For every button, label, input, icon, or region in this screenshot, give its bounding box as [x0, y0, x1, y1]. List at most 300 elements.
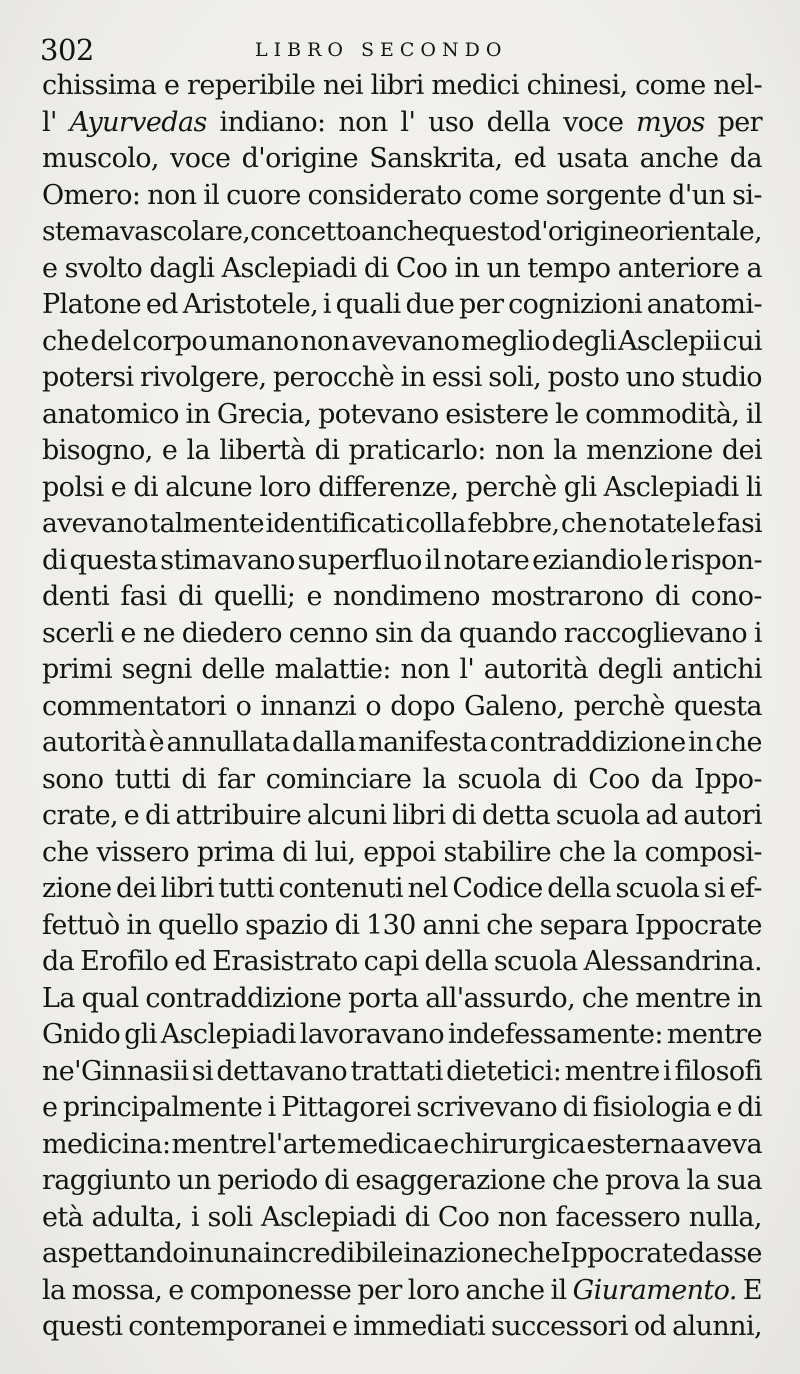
word: che: [513, 1238, 561, 1269]
word: medici: [431, 70, 520, 101]
word: una: [213, 1238, 263, 1269]
word: i: [753, 617, 762, 649]
word: dagli: [149, 252, 215, 284]
italic-word: myos: [636, 106, 705, 138]
word: dalla: [292, 727, 356, 758]
word: che: [42, 325, 89, 357]
word: detta: [481, 800, 550, 831]
word: trattati: [350, 1055, 443, 1087]
word: libri: [160, 873, 214, 904]
word: della: [547, 873, 611, 904]
word: sua: [716, 1165, 762, 1196]
word: anatomico: [42, 398, 179, 430]
word: contemporanei: [128, 1311, 327, 1342]
word: che: [486, 909, 533, 941]
word: che: [558, 836, 606, 868]
word: in: [454, 252, 480, 284]
word: e: [433, 1128, 449, 1160]
word: Coo: [588, 763, 640, 795]
word: rivolgere,: [140, 362, 267, 393]
word: e: [123, 800, 140, 831]
word: Grecia,: [216, 398, 312, 430]
word: scuola: [493, 946, 578, 977]
text-line: [42, 105, 762, 142]
word: 130: [365, 909, 416, 941]
text-line: [42, 908, 762, 945]
word: nei: [322, 70, 364, 101]
word: superfluo: [297, 544, 422, 576]
word: anni: [422, 909, 480, 941]
word: avevano: [42, 508, 149, 539]
word: nondimeno: [333, 581, 480, 612]
word: loro: [259, 471, 311, 503]
word: aveva: [686, 1128, 762, 1160]
word: di: [737, 1092, 762, 1123]
word: cui: [722, 325, 762, 357]
text-line: [42, 1200, 762, 1237]
text-line: [42, 141, 762, 178]
word: in: [687, 727, 713, 758]
word: mossa,: [71, 1274, 163, 1306]
word: si: [703, 873, 726, 904]
word: che: [561, 508, 607, 539]
word: in: [185, 398, 211, 430]
word: o: [235, 690, 252, 722]
word: potersi: [42, 362, 134, 393]
word: di: [654, 581, 680, 612]
word: l': [459, 654, 475, 685]
word: posto: [547, 362, 620, 393]
word: bisogno,: [42, 435, 153, 466]
word: non: [494, 435, 545, 466]
word: la: [553, 435, 577, 466]
word: adulta,: [91, 1201, 183, 1233]
word: polsi: [42, 471, 104, 503]
word: di: [314, 435, 340, 466]
word: Erasistrato: [212, 946, 358, 977]
word: per: [717, 106, 762, 138]
text-line: [42, 397, 762, 434]
word: di: [363, 252, 389, 284]
word: l': [42, 106, 57, 138]
word: quello: [157, 909, 239, 941]
word: soli,: [488, 362, 542, 393]
word: anche: [465, 1274, 545, 1306]
word: e: [42, 252, 58, 284]
word: incredibile: [262, 1238, 403, 1269]
word: è: [148, 727, 165, 758]
word: differenze,: [318, 471, 459, 503]
word: il: [550, 1274, 567, 1306]
word: Ippo-: [694, 763, 762, 795]
word: eziandio: [532, 544, 642, 576]
text-line: [42, 470, 762, 507]
word: le: [692, 508, 716, 539]
word: reperibile: [187, 70, 316, 101]
word: crate,: [42, 800, 118, 831]
word: e: [332, 1311, 348, 1342]
word: libri: [392, 800, 446, 831]
word: scuola: [457, 763, 542, 795]
word: da: [650, 763, 684, 795]
text-line: [42, 1273, 762, 1310]
word: eppoi: [363, 836, 436, 868]
word: uso: [428, 106, 474, 138]
page-number: 302: [40, 33, 94, 67]
word: in: [400, 362, 426, 393]
word: a: [746, 252, 762, 284]
word: non: [300, 325, 350, 357]
word: libri: [370, 70, 424, 101]
word: che: [551, 1165, 599, 1196]
word: Coo: [395, 252, 448, 284]
word: uno: [625, 362, 675, 393]
word: Aristotele,: [182, 289, 319, 320]
word: manifesta: [358, 727, 488, 758]
text-line: [42, 1017, 762, 1054]
word: primi: [42, 654, 113, 685]
text-line: [42, 579, 762, 616]
word: Platone: [42, 289, 142, 320]
word: d'origine: [524, 216, 640, 247]
word: cominciare: [265, 763, 412, 795]
word: Pittagorei: [281, 1092, 411, 1123]
word: aspettando: [42, 1238, 188, 1269]
word: chirurgica: [449, 1128, 586, 1160]
word: la: [422, 763, 447, 795]
word: da: [419, 617, 452, 649]
word: fasi: [716, 508, 762, 539]
word: immediati: [353, 1311, 486, 1342]
word: loro: [407, 1274, 460, 1306]
word: la: [686, 1165, 710, 1196]
word: tempo: [527, 252, 611, 284]
word: voce: [170, 143, 231, 174]
word: colla: [405, 508, 466, 539]
word: non: [400, 654, 450, 685]
text-line: [42, 798, 762, 835]
word: mostrarono: [491, 581, 644, 612]
word: diedero: [181, 617, 282, 649]
word: lui,: [314, 836, 356, 868]
word: esterna: [586, 1128, 686, 1160]
word: il: [424, 544, 441, 576]
word: come: [635, 70, 706, 101]
word: Asclepiadi: [603, 471, 739, 503]
word: si: [191, 1055, 214, 1087]
word: scuola: [555, 800, 640, 831]
word: di: [282, 836, 307, 868]
word: e: [110, 471, 127, 503]
word: cognizioni: [508, 289, 642, 320]
word: meglio: [460, 325, 550, 357]
text-line: [42, 944, 762, 981]
word: autori: [683, 800, 762, 831]
text-line: [42, 214, 762, 251]
word: mentre: [564, 1055, 660, 1087]
word: libertà: [219, 435, 306, 466]
word: soli: [207, 1201, 253, 1233]
word: prova: [605, 1165, 680, 1196]
word: nel: [407, 873, 448, 904]
word: Asclepiadi: [261, 1201, 397, 1233]
word: alcune: [165, 471, 253, 503]
word: contraddizione: [145, 982, 342, 1014]
word: essi: [431, 362, 482, 393]
word: prima: [196, 836, 275, 868]
word: autorità: [42, 727, 147, 758]
word: menzione: [586, 435, 713, 466]
word: annullata: [166, 727, 290, 758]
word: porta: [348, 982, 419, 1014]
word: mentre: [666, 1019, 762, 1050]
word: Sanskrita,: [369, 143, 503, 174]
word: Coo: [437, 1201, 490, 1233]
word: due: [405, 289, 455, 320]
word: far: [217, 763, 255, 795]
word: all'assurdo,: [425, 982, 576, 1014]
word: filosofi: [674, 1055, 762, 1087]
word: chinesi,: [526, 70, 628, 101]
word: degli: [551, 325, 617, 357]
word: dasse: [687, 1238, 762, 1269]
word: il: [745, 398, 762, 430]
word: fisiologia: [592, 1092, 711, 1123]
word: anche: [639, 143, 719, 174]
word: di: [133, 471, 159, 503]
word: Galeno,: [464, 690, 565, 722]
word: alunni,: [672, 1311, 762, 1342]
word: attribuire: [175, 800, 302, 831]
word: segni: [121, 654, 192, 685]
word: l'arte: [267, 1128, 337, 1160]
text-line: [42, 178, 762, 215]
word: del: [90, 325, 131, 357]
word: indefessamente:: [447, 1019, 663, 1050]
word: alcuni: [306, 800, 387, 831]
word: la: [613, 836, 637, 868]
word: il: [203, 179, 220, 211]
word: in: [188, 1238, 214, 1269]
word: indiano:: [219, 106, 326, 138]
word: raccoglievano: [563, 617, 747, 649]
word: e: [716, 1092, 732, 1123]
word: spazio: [245, 909, 328, 941]
word: umano: [208, 325, 299, 357]
word: o: [365, 690, 381, 722]
word: Erofilo: [80, 946, 169, 977]
text-line: [42, 68, 762, 105]
word: scuola: [615, 873, 700, 904]
word: e: [306, 581, 322, 612]
word: contraddizione: [489, 727, 686, 758]
word: anteriore: [617, 252, 740, 284]
word: dietetici:: [446, 1055, 562, 1087]
word: mentre: [171, 1128, 267, 1160]
text-line: [42, 506, 762, 543]
text-line: [42, 689, 762, 726]
word: od: [633, 1311, 667, 1342]
word: quando: [458, 617, 557, 649]
text-line: [42, 652, 762, 689]
word: Omero:: [42, 179, 141, 211]
page-header: [40, 30, 760, 70]
text-line: [42, 762, 762, 799]
word: studio: [681, 362, 762, 393]
word: di: [451, 800, 477, 831]
word: medicina:: [42, 1128, 171, 1160]
word: ef-: [729, 873, 762, 904]
word: anatomi-: [646, 289, 762, 320]
text-line: [42, 251, 762, 288]
text-line: [42, 1163, 762, 1200]
word: medica: [337, 1128, 433, 1160]
italic-word: Giuramento.: [572, 1274, 737, 1306]
word: di: [334, 909, 360, 941]
text-line: [42, 287, 762, 324]
word: di: [562, 1092, 588, 1123]
word: come: [468, 179, 539, 211]
word: della: [424, 946, 488, 977]
word: un: [177, 1165, 211, 1196]
word: avevano: [351, 325, 460, 357]
word: età: [42, 1201, 84, 1233]
text-line: [42, 1090, 762, 1127]
word: ed: [513, 143, 546, 174]
word: le: [644, 544, 668, 576]
word: e: [168, 1274, 184, 1306]
word: Asclepii: [617, 325, 721, 357]
word: la: [186, 435, 211, 466]
word: i: [190, 1201, 199, 1233]
word: perocchè: [272, 362, 395, 393]
word: ne: [142, 617, 175, 649]
word: muscolo,: [42, 143, 159, 174]
word: sono: [42, 763, 104, 795]
word: identificati: [265, 508, 404, 539]
word: di: [552, 763, 578, 795]
word: e: [164, 70, 180, 101]
word: che: [581, 982, 629, 1014]
word: antichi: [672, 654, 762, 685]
word: cenno: [288, 617, 368, 649]
word: si-: [732, 179, 762, 211]
word: di: [177, 581, 203, 612]
word: i: [663, 1055, 672, 1087]
word: febbre,: [467, 508, 560, 539]
word: talmente: [149, 508, 264, 539]
word: gli: [124, 1019, 157, 1050]
word: perchè: [573, 690, 665, 722]
word: componesse: [189, 1274, 352, 1306]
word: rispon-: [670, 544, 762, 576]
word: fasi: [120, 581, 167, 612]
word: Ippocrate: [634, 909, 762, 941]
word: che: [42, 836, 89, 868]
word: orientale,: [639, 216, 762, 247]
word: per: [459, 289, 504, 320]
word: perchè: [465, 471, 557, 503]
word: quali: [335, 289, 401, 320]
word: svolto: [64, 252, 143, 284]
word: capi: [363, 946, 419, 977]
body-text: [42, 68, 762, 1346]
word: da: [729, 143, 762, 174]
word: considerato: [307, 179, 462, 211]
word: successori: [491, 1311, 629, 1342]
running-head: LIBRO SECONDO: [255, 39, 508, 61]
word: nulla,: [688, 1201, 762, 1233]
word: di: [144, 800, 170, 831]
word: Asclepiadi: [221, 252, 357, 284]
text-line: [42, 871, 762, 908]
word: La: [42, 982, 75, 1014]
word: dopo: [390, 690, 455, 722]
word: corpo: [132, 325, 208, 357]
word: tutti: [218, 873, 274, 904]
text-line: [42, 1309, 762, 1346]
italic-word: Ayurvedas: [69, 106, 207, 138]
word: quelli;: [213, 581, 296, 612]
word: stema: [42, 216, 120, 247]
word: praticarlo:: [348, 435, 486, 466]
word: fettuò: [42, 909, 120, 941]
word: Alessandrina.: [583, 946, 762, 977]
word: contenuti: [278, 873, 403, 904]
word: le: [555, 398, 579, 430]
word: vascolare,: [119, 216, 251, 247]
word: in: [126, 909, 152, 941]
word: questo: [438, 216, 525, 247]
word: notate: [608, 508, 691, 539]
word: chissima: [42, 70, 157, 101]
word: e: [161, 435, 178, 466]
word: stabilire: [443, 836, 551, 868]
word: un: [486, 252, 521, 284]
word: Ippocrate: [560, 1238, 688, 1269]
word: separa: [539, 909, 629, 941]
text-line: [42, 1127, 762, 1164]
word: Asclepiadi: [160, 1019, 296, 1050]
word: e: [120, 617, 136, 649]
word: d'un: [668, 179, 726, 211]
text-line: [42, 1236, 762, 1273]
word: questa: [674, 690, 762, 722]
word: d'origine: [241, 143, 358, 174]
word: qual: [81, 982, 139, 1014]
word: raggiunto: [42, 1165, 171, 1196]
text-line: [42, 981, 762, 1018]
word: e: [42, 1092, 58, 1123]
word: li: [745, 471, 762, 503]
word: per: [357, 1274, 402, 1306]
word: concetto: [250, 216, 361, 247]
word: cono-: [690, 581, 762, 612]
word: ad: [645, 800, 678, 831]
word: della: [486, 106, 551, 138]
word: di: [42, 544, 67, 576]
word: sorgente: [545, 179, 662, 211]
word: notare: [443, 544, 530, 576]
word: non: [147, 179, 197, 211]
word: che: [715, 727, 762, 758]
word: delle: [201, 654, 265, 685]
word: i: [267, 1092, 276, 1123]
word: di: [324, 1165, 349, 1196]
text-line: [42, 616, 762, 653]
word: mentre: [635, 982, 731, 1014]
word: usata: [557, 143, 629, 174]
